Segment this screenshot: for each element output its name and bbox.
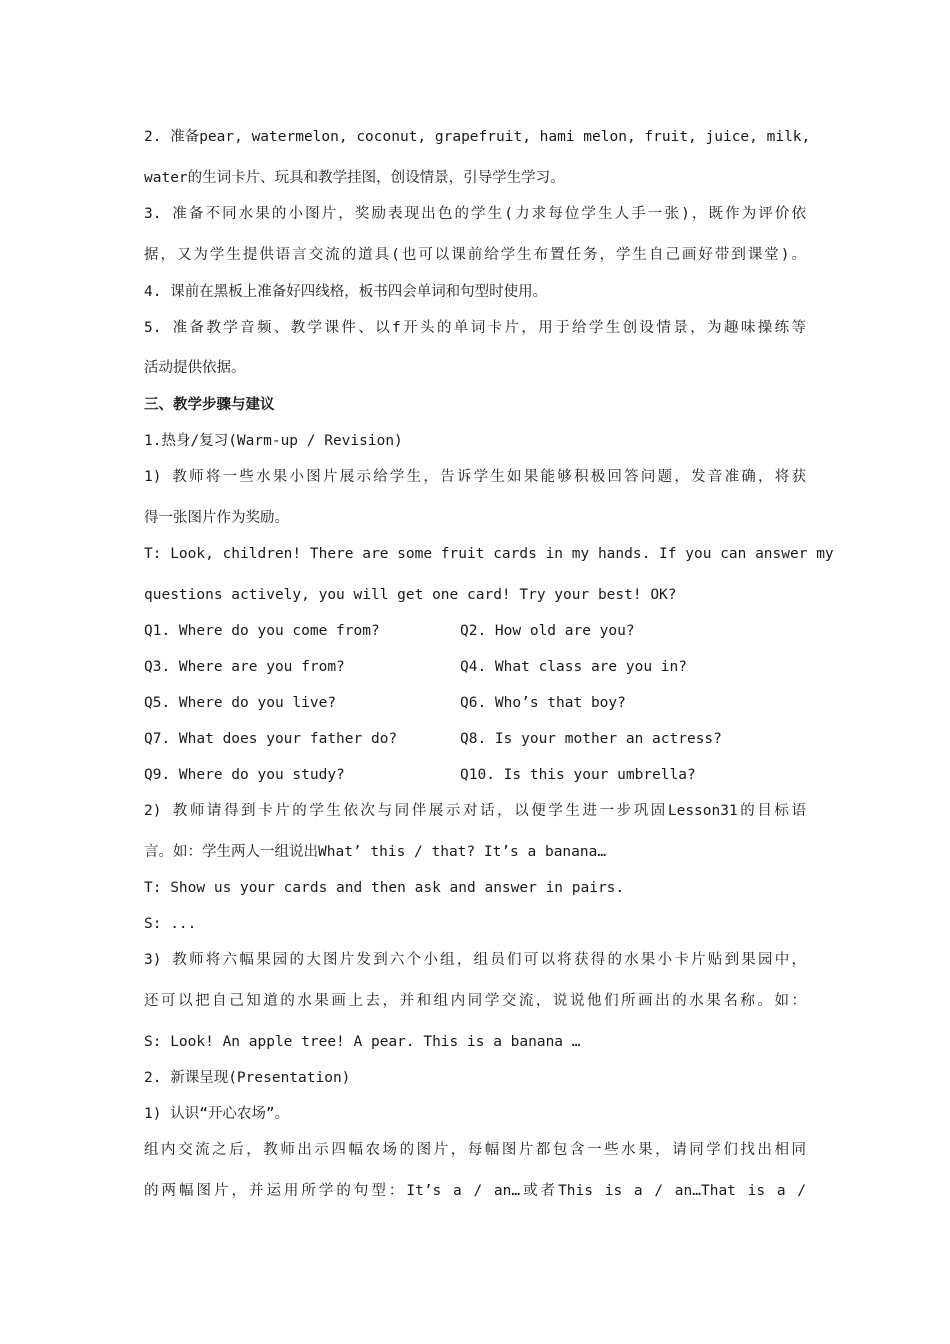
step-1-line-1: 1) 教师将一些水果小图片展示给学生，告诉学生如果能够积极回答问题，发音准确，将获 bbox=[144, 469, 806, 485]
item-5-line-2: 活动提供依据。 bbox=[144, 360, 246, 376]
question-q7: Q7. What does your father do? bbox=[144, 731, 398, 747]
question-q10: Q10. Is this your umbrella? bbox=[460, 767, 696, 783]
item-3-line-2: 据，又为学生提供语言交流的道具(也可以课前给学生布置任务，学生自己画好带到课堂)。 bbox=[144, 247, 806, 263]
section-heading: 三、教学步骤与建议 bbox=[144, 397, 275, 413]
question-q1: Q1. Where do you come from? bbox=[144, 623, 380, 639]
teacher-line-2: questions actively, you will get one card! Try your best! OK? bbox=[144, 587, 677, 603]
question-q3: Q3. Where are you from? bbox=[144, 659, 345, 675]
step-1-line-2: 得一张图片作为奖励。 bbox=[144, 510, 289, 526]
question-q4: Q4. What class are you in? bbox=[460, 659, 687, 675]
teacher-line-1: T: Look, children! There are some fruit cards in my hands. If you can answer my bbox=[144, 546, 834, 562]
question-q5: Q5. Where do you live? bbox=[144, 695, 337, 711]
presentation-line-1: 组内交流之后，教师出示四幅农场的图片，每幅图片都包含一些水果，请同学们找出相同 bbox=[144, 1142, 806, 1158]
step-2-line-1: 2) 教师请得到卡片的学生依次与同伴展示对话，以便学生进一步巩固Lesson31的目标语 bbox=[144, 803, 806, 819]
step-2-line-2: 言。如：学生两人一组说出What’ this / that? It’s a banana… bbox=[144, 844, 607, 860]
question-q6: Q6. Who’s that boy? bbox=[460, 695, 626, 711]
item-2-line-1: 2. 准备pear, watermelon, coconut, grapefruit, hami melon, fruit, juice, milk, bbox=[144, 129, 811, 145]
step-3-line-1: 3) 教师将六幅果园的大图片发到六个小组，组员们可以将获得的水果小卡片贴到果园中， bbox=[144, 952, 806, 968]
step-3-line-2: 还可以把自己知道的水果画上去，并和组内同学交流，说说他们所画出的水果名称。如： bbox=[144, 993, 806, 1009]
item-3-line-1: 3. 准备不同水果的小图片，奖励表现出色的学生(力求每位学生人手一张)，既作为评价依 bbox=[144, 206, 806, 222]
student-line-2: S: Look! An apple tree! A pear. This is a banana … bbox=[144, 1034, 581, 1050]
teacher-line-3: T: Show us your cards and then ask and answer in pairs. bbox=[144, 880, 625, 896]
question-q8: Q8. Is your mother an actress? bbox=[460, 731, 722, 747]
item-2-line-2: water的生词卡片、玩具和教学挂图，创设情景，引导学生学习。 bbox=[144, 170, 565, 186]
item-5-line-1: 5. 准备教学音频、教学课件、以f开头的单词卡片，用于给学生创设情景，为趣味操练等 bbox=[144, 320, 806, 336]
presentation-line-2: 的两幅图片，并运用所学的句型：It’s a / an…或者This is a / an…That is a / bbox=[144, 1183, 806, 1199]
warmup-title: 1.热身/复习(Warm-up / Revision) bbox=[144, 433, 403, 449]
presentation-step-1: 1) 认识“开心农场”。 bbox=[144, 1106, 290, 1122]
question-q2: Q2. How old are you? bbox=[460, 623, 635, 639]
presentation-title: 2. 新课呈现(Presentation) bbox=[144, 1070, 351, 1086]
question-q9: Q9. Where do you study? bbox=[144, 767, 345, 783]
student-line-1: S: ... bbox=[144, 916, 197, 932]
item-4: 4. 课前在黑板上准备好四线格，板书四会单词和句型时使用。 bbox=[144, 284, 548, 300]
